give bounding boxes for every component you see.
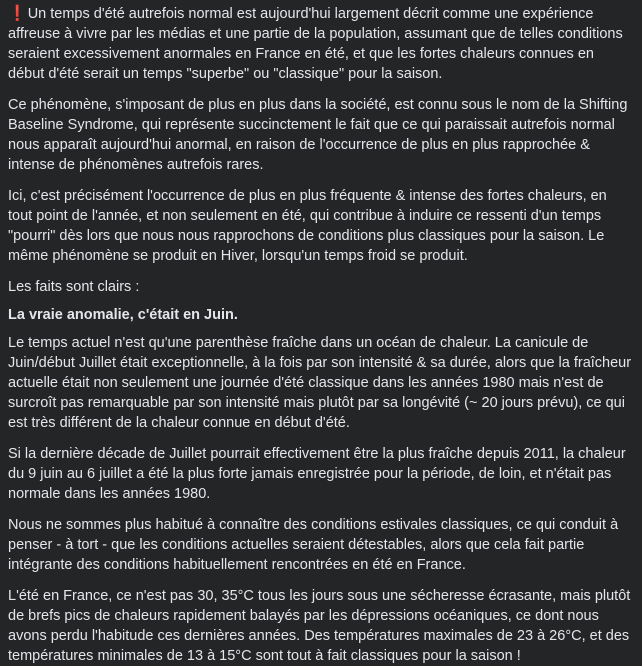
paragraph-real-anomaly: La vraie anomalie, c'était en Juin. (8, 307, 238, 323)
paragraph-facts-heading: Les faits sont clairs : (8, 279, 140, 295)
paragraph-intro (8, 4, 634, 84)
paragraph-intro-text: Un temps d'été autrefois normal est aujourd'hui largement décrit comme une expérience affreuse à vivre par les médias et une partie de la population, assumant que de telles conditions seraient excessivement anormales en France en été, et que les fortes chaleurs connues en début d'été serait un temps "superbe" ou "classique" pour la saison. (8, 6, 623, 82)
paragraph-summer-france: L'été en France, ce n'est pas 30, 35°C tous les jours sous une sécheresse écrasante, mais plutôt de brefs pics de chaleurs rapidement balayés par les dépressions océaniques, ce dont nous avons perdu l'habitude ces dernières années. Des températures maximales de 23 à 26°C, et des températures minimales de 13 à 15°C sont tout à fait classiques pour la saison ! (8, 588, 631, 664)
paragraph-habit: Nous ne sommes plus habitué à connaître des conditions estivales classiques, ce qui conduit à penser - à tort - que les conditions actuelles seraient détestables, alors que cela fait partie intégrante des conditions habituellement rencontrées en été en France. (8, 517, 619, 573)
exclamation-icon: ❗ (8, 5, 27, 22)
paragraph-july-decade: Si la dernière décade de Juillet pourrait effectivement être la plus fraîche depuis 2011, la chaleur du 9 juin au 6 juillet a été la plus forte jamais enregistrée pour la période, de loin, et n'était pas normale dans les années 1980. (8, 446, 626, 502)
paragraph-perception: Ici, c'est précisément l'occurrence de plus en plus fréquente & intense des fortes chaleurs, en tout point de l'année, et non seulement en été, qui contribue à induire ce ressenti d'un temps "pourri" dès lors que nous nous rapprochons de conditions plus classiques pour la saison. Le même phénomène se produit en Hiver, lorsqu'un temps froid se produit. (8, 188, 607, 264)
paragraph-shifting-baseline: Ce phénomène, s'imposant de plus en plus dans la société, est connu sous le nom de la Shifting Baseline Syndrome, qui représente succinctement le fait que ce qui paraissait autrefois normal nous apparaît aujourd'hui anormal, en raison de l'occurrence de plus en plus rapprochée & intense de phénomènes autrefois rares. (8, 97, 628, 173)
paragraph-current-weather: Le temps actuel n'est qu'une parenthèse fraîche dans un océan de chaleur. La canicule de Juin/début Juillet était exceptionnelle, à la fois par son intensité & sa durée, alors que la fraîcheur actuelle était non seulement une journée d'été classique dans les années 1980 mais n'est de surcroît pas remarquable par son intensité mais plutôt par sa longévité (~ 20 jours prévu), ce qui est très différent de la chaleur connue en début d'été. (8, 335, 632, 431)
